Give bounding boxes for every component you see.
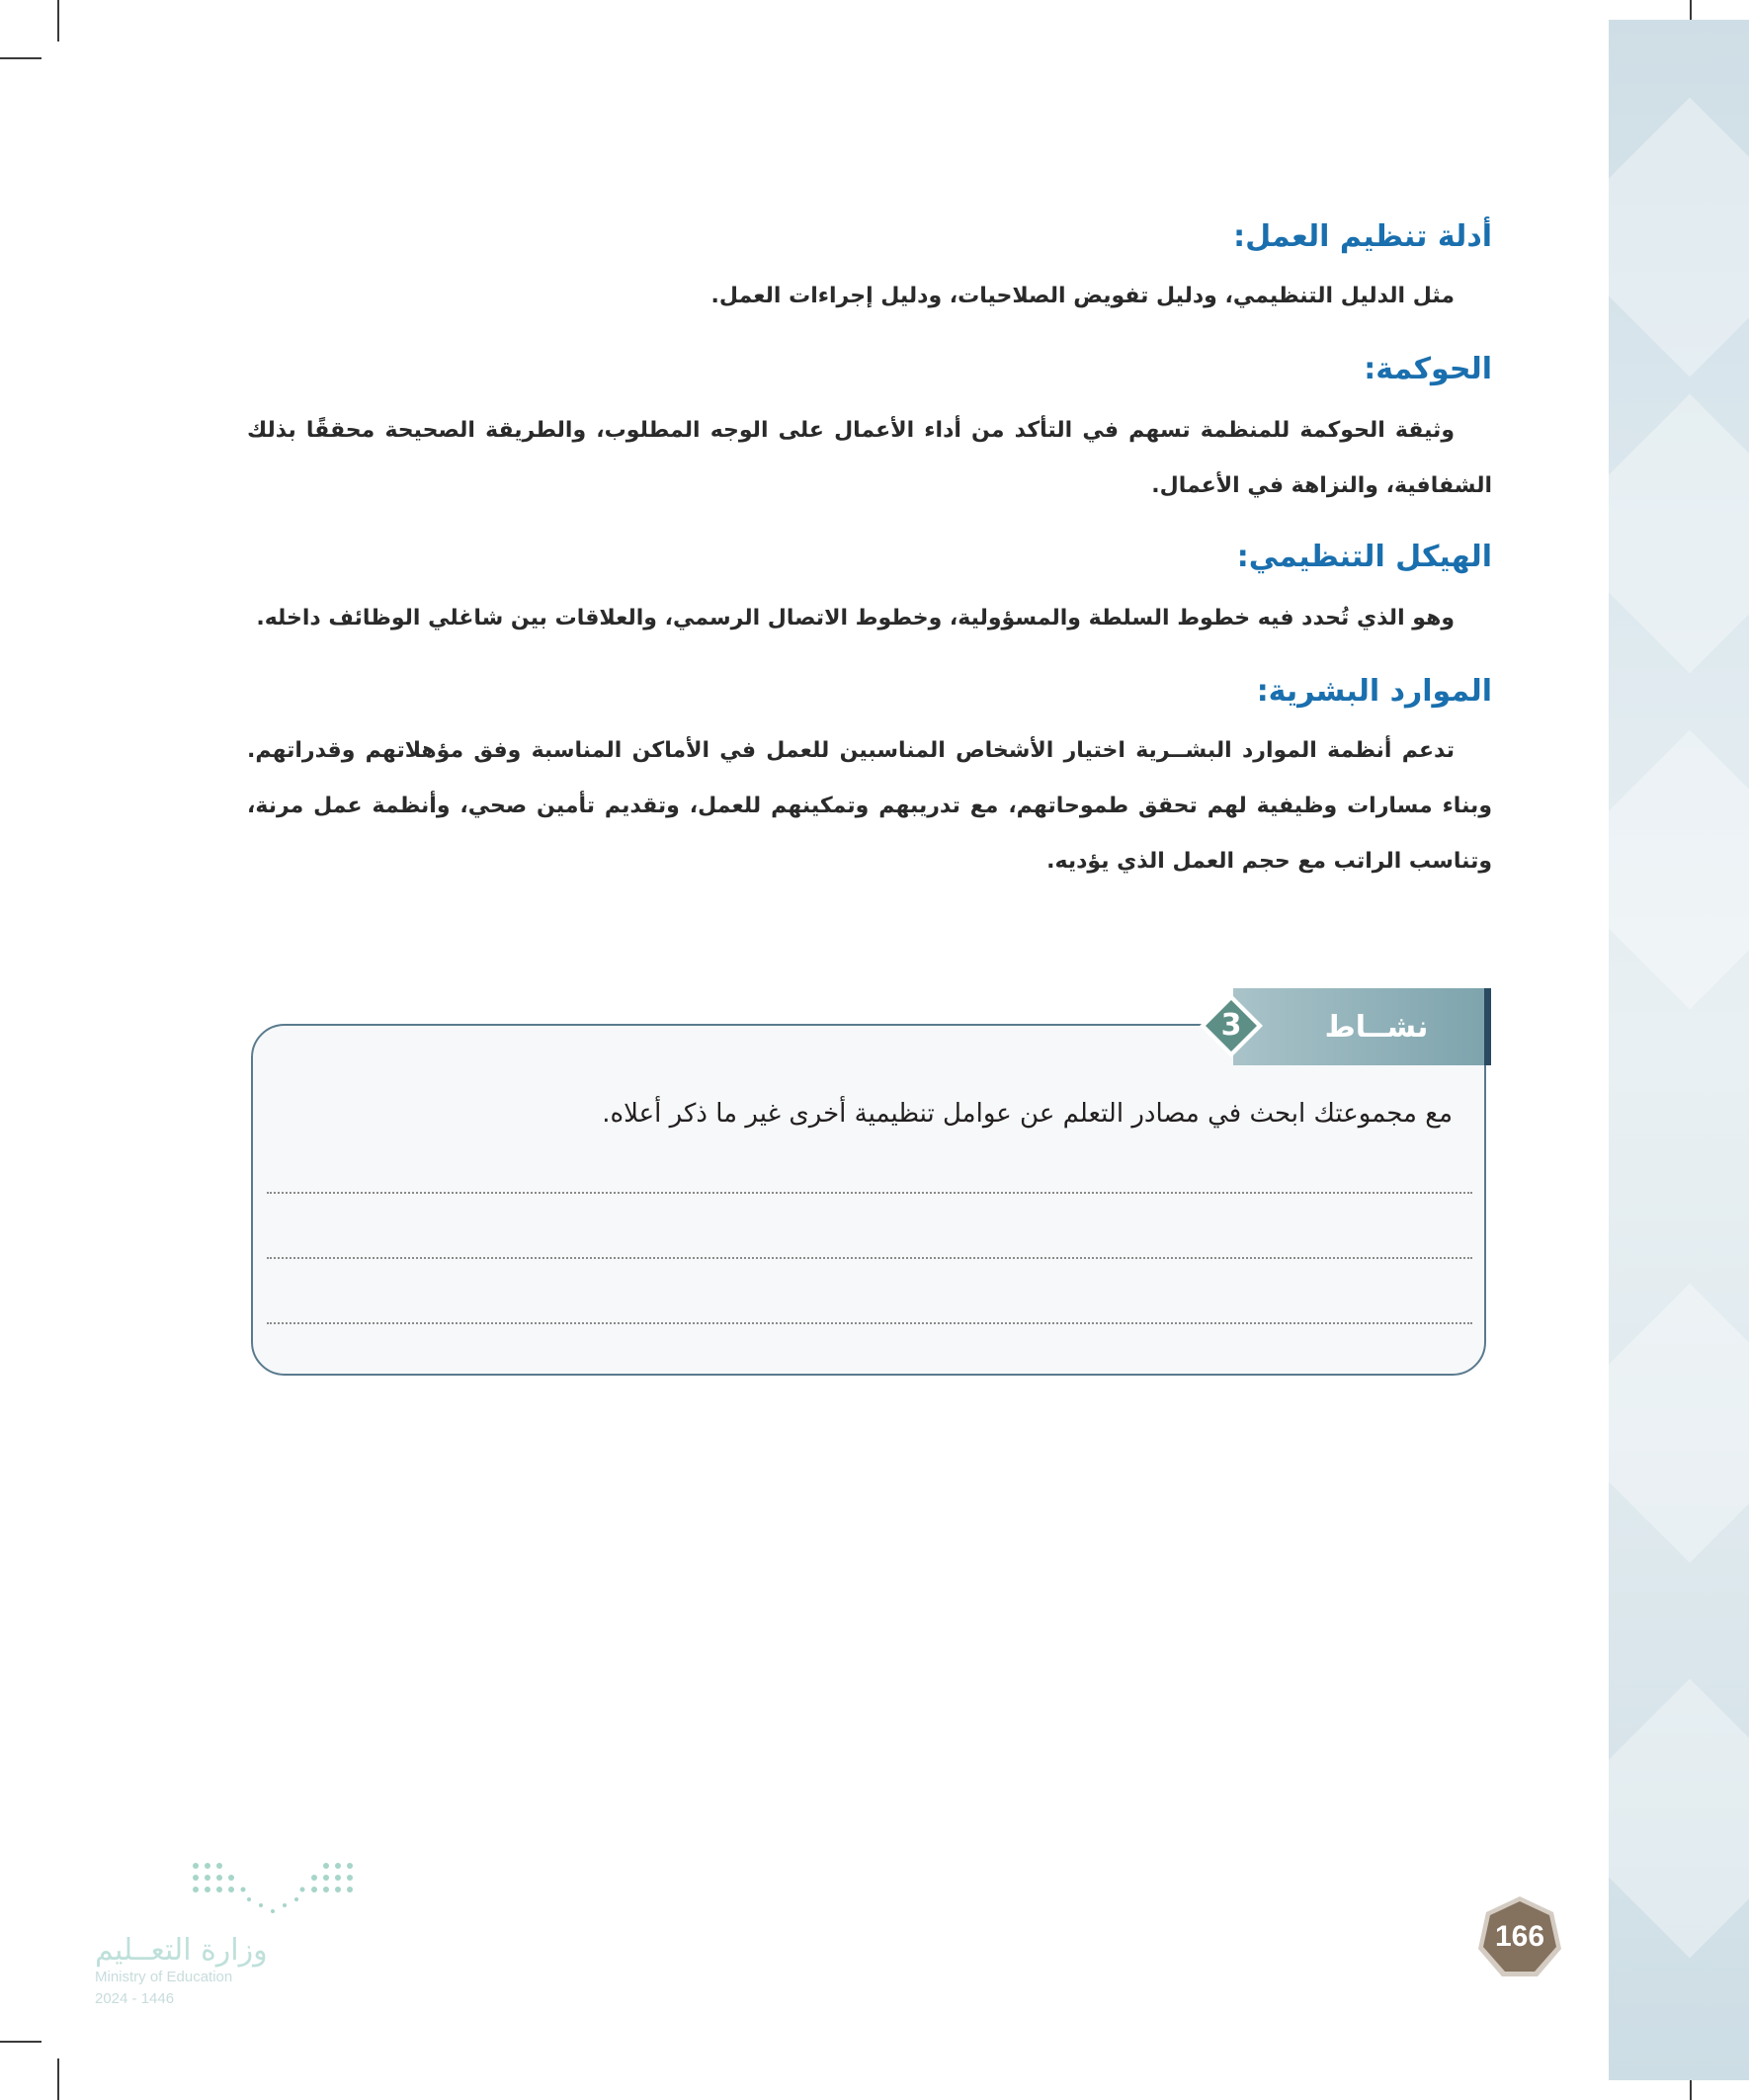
chevron-decoration (1609, 394, 1749, 674)
chevron-decoration (1609, 1284, 1749, 1563)
activity-number-badge (1198, 992, 1265, 1059)
crop-mark (57, 0, 59, 42)
crop-mark (57, 2058, 59, 2100)
section-paragraph: مثل الدليل التنظيمي، ودليل تفويض الصلاحيات، ودليل إجراءات العمل. (710, 284, 1455, 308)
answer-line[interactable] (267, 1192, 1472, 1194)
section-paragraph: تدعم أنظمة الموارد البشــرية اختيار الأشخاص المناسبين للعمل في الأماكن المناسبة وفق مؤهلاتهم وقدراتهم. وبناء مسارات وظيفية لهم تحقق طموحاتهم، مع تدريبهم وتمكينهم للعمل، وتقديم تأمين صحي، وأنظمة عمل مرنة، وتناسب الراتب مع حجم العمل الذي يؤديه. (247, 738, 1492, 874)
page-number: 166 (1494, 1920, 1545, 1953)
activity-label: نشــاط (1324, 1010, 1429, 1045)
ministry-emblem-icon (184, 1856, 372, 1919)
crop-mark (0, 57, 42, 59)
chevron-decoration (1609, 730, 1749, 1010)
ministry-logo (95, 1856, 372, 2024)
chevron-decoration (1609, 1679, 1749, 1959)
ministry-name-english: Ministry of Education (95, 1969, 233, 1985)
academic-year: 2024 - 1446 (95, 1990, 175, 2007)
section-paragraph: وهو الذي تُحدد فيه خطوط السلطة والمسؤولية، وخطوط الاتصال الرسمي، والعلاقات بين شاغلي الوظائف داخله. (256, 606, 1455, 630)
answer-line[interactable] (267, 1257, 1472, 1259)
crop-mark (0, 2041, 42, 2043)
page-number-badge (1476, 1893, 1563, 1980)
section-heading: أدلة تنظيم العمل: (1233, 219, 1492, 254)
section-heading: الموارد البشرية: (1256, 674, 1492, 709)
answer-line[interactable] (267, 1322, 1472, 1324)
chevron-decoration (1609, 98, 1749, 378)
section-heading: الهيكل التنظيمي: (1236, 540, 1492, 574)
section-paragraph: وثيقة الحوكمة للمنظمة تسهم في التأكد من أداء الأعمال على الوجه المطلوب، والطريقة الصحيحة محققًا بذلك الشفافية، والنزاهة في الأعمال. (247, 418, 1492, 498)
activity-prompt: مع مجموعتك ابحث في مصادر التعلم عن عوامل تنظيمية أخرى غير ما ذكر أعلاه. (602, 1099, 1453, 1129)
section-heading: الحوكمة: (1364, 352, 1492, 386)
ministry-name-arabic: وزارة التعــليم (95, 1933, 268, 1968)
activity-number: 3 (1220, 1008, 1242, 1043)
decorative-side-band (1609, 20, 1749, 2080)
